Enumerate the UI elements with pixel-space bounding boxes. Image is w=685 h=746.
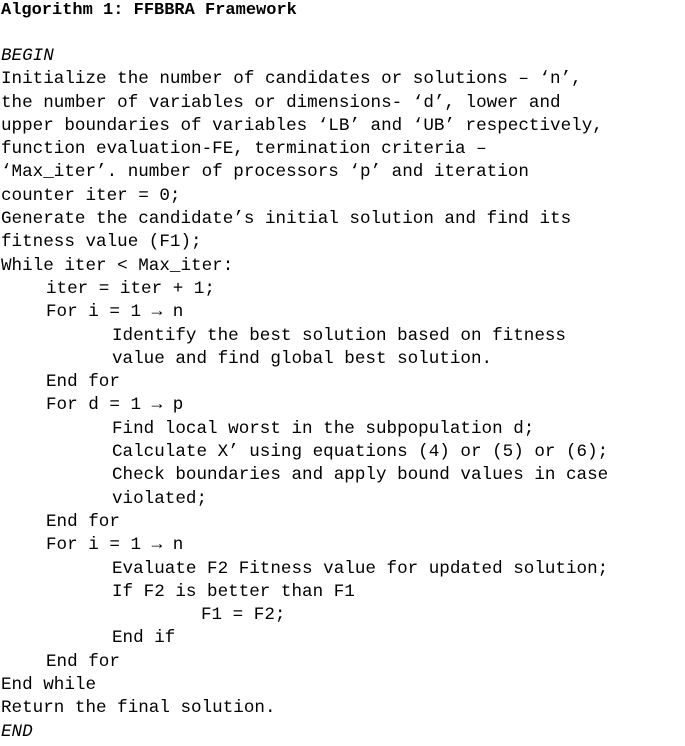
algorithm-line: For i = 1 → n bbox=[46, 302, 184, 323]
algorithm-line: For i = 1 → n bbox=[46, 535, 184, 556]
algorithm-line: End if bbox=[112, 628, 176, 649]
algorithm-line: BEGIN bbox=[1, 46, 54, 66]
algorithm-line: End for bbox=[46, 651, 120, 672]
algorithm-line: Find local worst in the subpopulation d; bbox=[112, 418, 535, 439]
algorithm-line: function evaluation-FE, termination criteria – bbox=[1, 139, 487, 160]
algorithm-line: While iter < Max_iter: bbox=[1, 255, 234, 276]
algorithm-line: value and find global best solution. bbox=[112, 348, 493, 369]
algorithm-line: Identify the best solution based on fitness bbox=[112, 325, 566, 346]
algorithm-line: Generate the candidate’s initial solution and find its bbox=[1, 209, 572, 230]
algorithm-line: If F2 is better than F1 bbox=[112, 581, 355, 602]
algorithm-line: For d = 1 → p bbox=[46, 395, 184, 416]
algorithm-line: Return the final solution. bbox=[1, 698, 276, 719]
algorithm-line: END bbox=[1, 721, 33, 742]
algorithm-line: End while bbox=[1, 675, 97, 696]
algorithm-line: End for bbox=[46, 372, 120, 393]
algorithm-line: F1 = F2; bbox=[201, 605, 286, 626]
algorithm-title: Algorithm 1: FFBBRA Framework bbox=[1, 1, 297, 20]
algorithm-line: upper boundaries of variables ‘LB’ and ‘UB’ respectively, bbox=[1, 115, 603, 136]
algorithm-line: End for bbox=[46, 511, 120, 532]
algorithm-line: ‘Max_iter’. number of processors ‘p’ and iteration bbox=[1, 162, 529, 183]
algorithm-line: iter = iter + 1; bbox=[46, 278, 215, 299]
algorithm-line: violated; bbox=[112, 488, 208, 509]
algorithm-line: counter iter = 0; bbox=[1, 185, 181, 206]
algorithm-line: Calculate X’ using equations (4) or (5) or (6); bbox=[112, 442, 609, 463]
algorithm-line: the number of variables or dimensions- ‘d’, lower and bbox=[1, 92, 561, 113]
algorithm-listing bbox=[1, 45, 608, 744]
algorithm-line: fitness value (F1); bbox=[1, 232, 202, 253]
algorithm-line: Initialize the number of candidates or solutions – ‘n’, bbox=[1, 69, 582, 90]
algorithm-line: Evaluate F2 Fitness value for updated solution; bbox=[112, 558, 609, 579]
algorithm-line: Check boundaries and apply bound values in case bbox=[112, 465, 609, 486]
